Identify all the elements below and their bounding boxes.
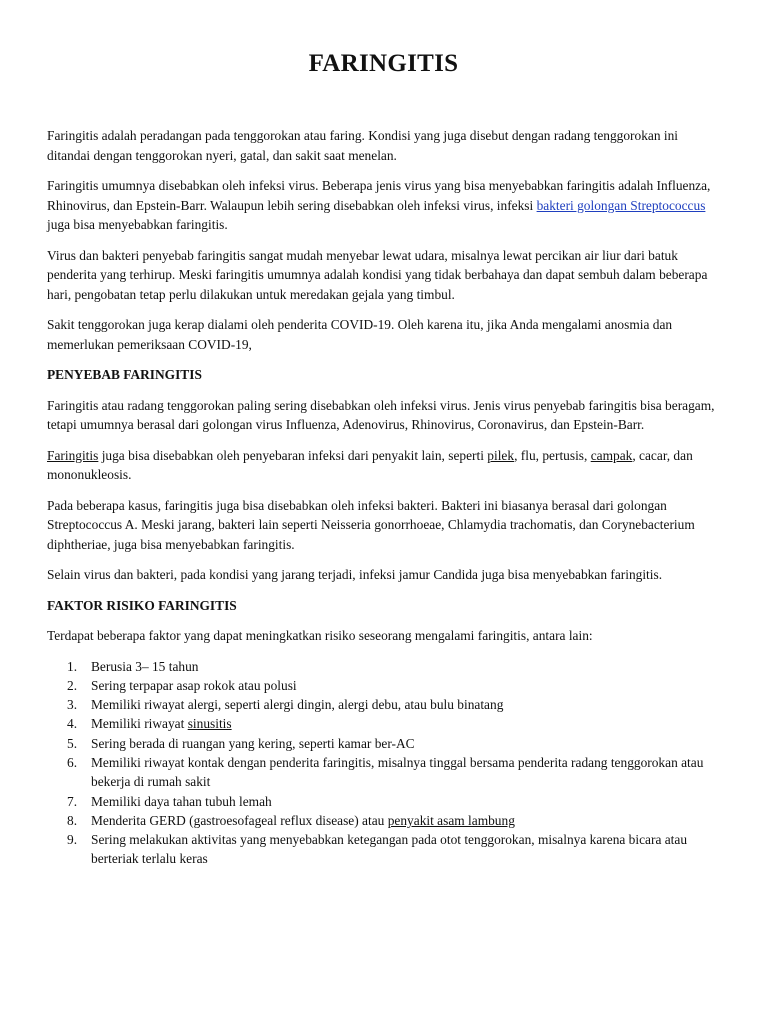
list-item-text: Sering terpapar asap rokok atau polusi: [91, 677, 297, 693]
list-number: 8.: [67, 812, 78, 828]
risk-factor-item: [47, 792, 720, 811]
risk-factor-item: [47, 734, 720, 753]
risk-factor-item: [47, 695, 720, 714]
intro-paragraph-2-text-after: juga bisa menyebabkan faringitis.: [47, 217, 228, 232]
risk-factor-item: [47, 811, 720, 830]
list-number: 5.: [67, 735, 78, 751]
risk-factor-item: [47, 753, 720, 792]
intro-paragraph-4: Sakit tenggorokan juga kerap dialami oleh penderita COVID-19. Oleh karena itu, jika Anda mengalami anosmia dan memerlukan pemeriksaan COVID-19,: [47, 317, 673, 352]
list-item-text: Memiliki riwayat kontak dengan penderita faringitis, misalnya tinggal bersama penderita radang tenggorokan atau bekerja di rumah sakit: [91, 754, 704, 790]
campak-underlined-term[interactable]: campak: [590, 447, 633, 463]
list-item-text: Memiliki riwayat: [91, 716, 188, 732]
list-number: 3.: [67, 697, 78, 713]
faktor-heading: FAKTOR RISIKO FARINGITIS: [47, 597, 237, 613]
penyebab-paragraph-2-text-3: , cacar, dan mononukleosis.: [47, 447, 693, 482]
list-number: 9.: [67, 832, 78, 848]
list-number: 2.: [67, 677, 78, 693]
penyebab-paragraph-3: Pada beberapa kasus, faringitis juga bisa disebabkan oleh infeksi bakteri. Bakteri ini biasanya berasal dari golongan Streptococcus A. Meski jarang, bakteri lain seperti Neisseria gonorrhoeae, Chlamydia trachomatis, dan Corynebacterium diphtheriae, juga bisa menyebabkan faringitis.: [47, 497, 695, 552]
list-item-text: Memiliki riwayat alergi, seperti alergi dingin, alergi debu, atau bulu binatang: [91, 697, 504, 713]
risk-factor-item: [47, 676, 720, 695]
list-item-text: Menderita GERD (gastroesofageal reflux disease) atau: [91, 812, 388, 828]
document-title: FARINGITIS: [308, 50, 459, 77]
faktor-intro-paragraph: Terdapat beberapa faktor yang dapat meningkatkan risiko seseorang mengalami faringitis, antara lain:: [47, 628, 593, 643]
risk-factor-item: [47, 657, 720, 676]
intro-paragraph-1: Faringitis adalah peradangan pada tenggorokan atau faring. Kondisi yang juga disebut dengan radang tenggorokan ini ditandai dengan tenggorokan nyeri, gatal, dan sakit saat menelan.: [47, 128, 679, 163]
list-item-text: Sering melakukan aktivitas yang menyebabkan ketegangan pada otot tenggorokan, misalnya karena bicara atau berteriak terlalu keras: [91, 832, 688, 867]
list-item-text: Memiliki daya tahan tubuh lemah: [91, 793, 272, 809]
list-number: 4.: [67, 716, 78, 732]
list-item-text: Berusia 3– 15 tahun: [91, 658, 199, 674]
list-number: 1.: [67, 658, 78, 674]
penyebab-paragraph-1: Faringitis atau radang tenggorokan paling sering disebabkan oleh infeksi virus. Jenis virus penyebab faringitis bisa beragam, tetapi umumnya berasal dari golongan virus Influenza, Adenovirus, Rhinovirus, Coronavirus, dan Epstein-Barr.: [47, 397, 715, 432]
streptococcus-link[interactable]: bakteri golongan Streptococcus: [536, 197, 706, 213]
penyebab-paragraph-2-text-1: juga bisa disebabkan oleh penyebaran infeksi dari penyakit lain, seperti: [98, 447, 488, 463]
intro-paragraph-2-text-before: Faringitis umumnya disebabkan oleh infeksi virus. Beberapa jenis virus yang bisa menyebabkan faringitis adalah Influenza, Rhinovirus, dan Epstein-Barr. Walaupun lebih sering disebabkan oleh infeksi virus, infeksi: [47, 178, 711, 213]
asam-lambung-underlined-term[interactable]: penyakit asam lambung: [387, 812, 515, 828]
list-item-text: Sering berada di ruangan yang kering, seperti kamar ber-AC: [91, 735, 415, 751]
list-number: 7.: [67, 793, 78, 809]
penyebab-paragraph-4: Selain virus dan bakteri, pada kondisi yang jarang terjadi, infeksi jamur Candida juga bisa menyebabkan faringitis.: [47, 567, 663, 582]
risk-factor-item: [47, 830, 720, 869]
risk-factor-item: [47, 714, 720, 733]
sinusitis-underlined-term[interactable]: sinusitis: [187, 716, 232, 732]
faringitis-underlined-term[interactable]: Faringitis: [47, 447, 99, 463]
pilek-underlined-term[interactable]: pilek: [487, 447, 515, 463]
penyebab-paragraph-2-text-2: , flu, pertusis,: [514, 447, 591, 463]
penyebab-heading: PENYEBAB FARINGITIS: [47, 367, 202, 382]
list-number: 6.: [67, 754, 78, 770]
intro-paragraph-3: Virus dan bakteri penyebab faringitis sangat mudah menyebar lewat udara, misalnya lewat percikan air liur dari batuk penderita yang terhirup. Meski faringitis umumnya adalah kondisi yang tidak berbahaya dan dapat sembuh dalam beberapa hari, pengobatan tetap perlu dilakukan untuk meredakan gejala yang timbul.: [47, 247, 708, 302]
risk-factor-list: [47, 657, 720, 869]
penyebab-paragraph-2: [47, 446, 720, 485]
intro-paragraph-2: [47, 176, 720, 235]
